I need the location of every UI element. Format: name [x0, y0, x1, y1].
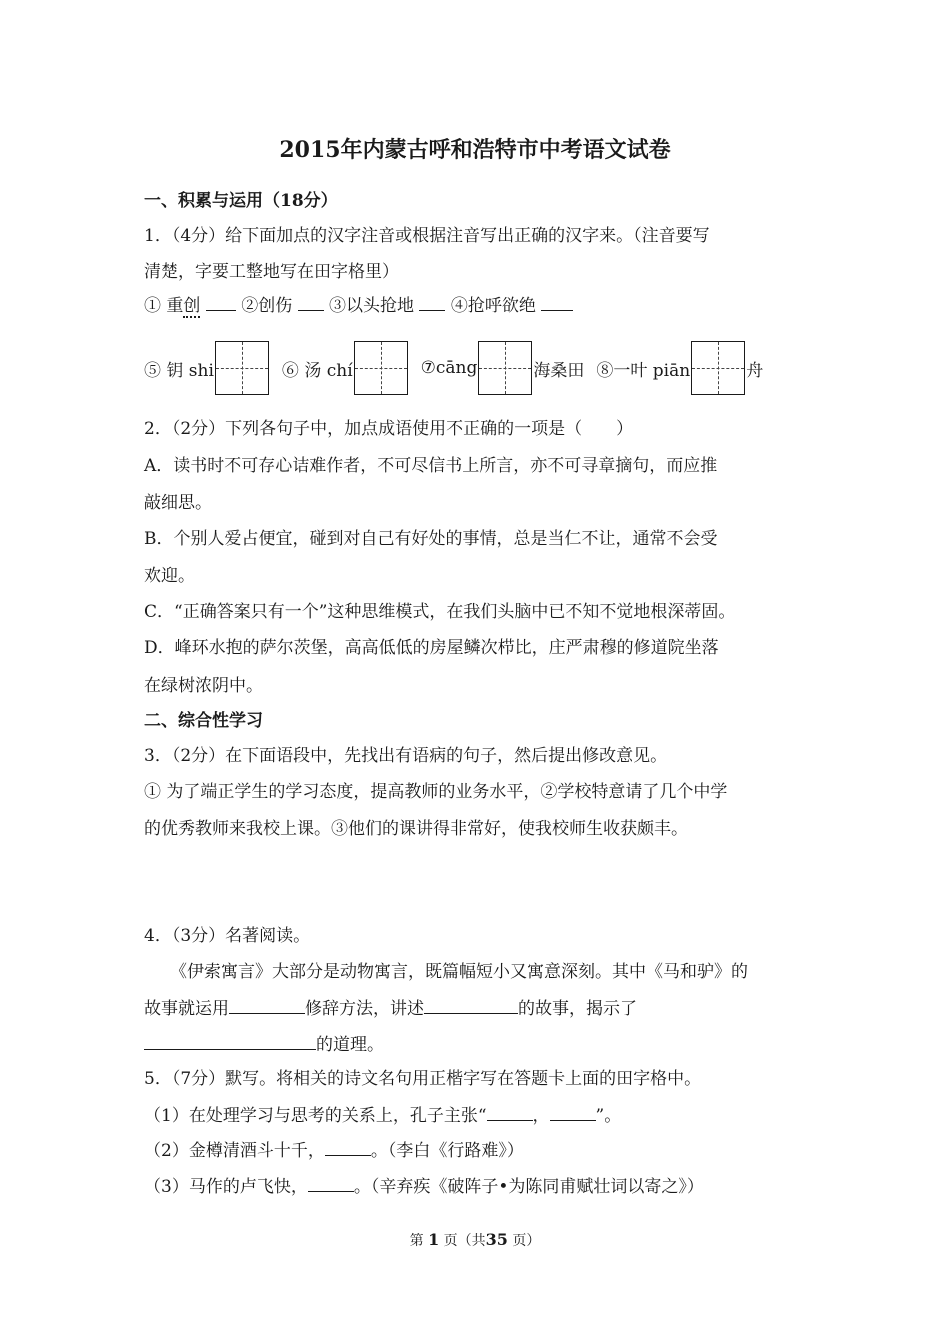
- tianzige-box-6[interactable]: [354, 341, 408, 395]
- footer-pre: 第: [409, 1233, 424, 1249]
- footer-total-pages: 35: [485, 1230, 508, 1249]
- q2-option-b-line1: B．个别人爱占便宜，碰到对自己有好处的事情，总是当仁不让，通常不会受: [144, 529, 718, 549]
- q4-text-d: 的道理。: [316, 1035, 384, 1055]
- q1-item2-label: ②创伤: [241, 296, 293, 316]
- q1-grid6-label: ⑥ 汤 chí: [281, 360, 353, 381]
- tianzige-box-8[interactable]: [691, 341, 745, 395]
- q5-sub2-text-a: （2）金樽清酒斗十千，: [144, 1141, 325, 1161]
- q4-text-b: 修辞方法，讲述: [305, 999, 424, 1019]
- q1-item4-answer-blank[interactable]: [541, 294, 573, 311]
- page-footer: [0, 1230, 950, 1250]
- q5-sub2-text-b: 。（李白《行路难》）: [370, 1141, 524, 1161]
- q2-option-b-line2: 欢迎。: [144, 566, 195, 586]
- q1-item1-answer-blank[interactable]: [206, 294, 236, 311]
- q5-sub1-text-c: ”。: [595, 1106, 622, 1126]
- q5-sub1: [144, 1104, 621, 1127]
- q5-sub3-blank[interactable]: [308, 1175, 354, 1192]
- q5-sub3-text-b: 。（辛弃疾《破阵子•为陈同甫赋壮词以寄之》）: [353, 1177, 704, 1197]
- q1-item3-answer-blank[interactable]: [419, 294, 445, 311]
- q4-stem: 4．（3分）名著阅读。: [144, 926, 311, 946]
- q1-item1-dotted-char: 创: [183, 296, 201, 316]
- tianzige-box-7[interactable]: [478, 341, 532, 395]
- q1-grid7-suffix: 海桑田: [533, 360, 585, 381]
- q1-grid-row: [144, 340, 763, 396]
- footer-post: 页）: [512, 1233, 541, 1249]
- footer-mid: 页（共: [443, 1233, 486, 1249]
- q1-item3-label: ③以头抢地: [329, 296, 415, 316]
- q1-item4-label: ④抢呼欲绝: [450, 296, 536, 316]
- q3-stem: 3．（2分）在下面语段中，先找出有语病的句子，然后提出修改意见。: [144, 746, 668, 766]
- q1-grid7-label: ⑦cāng: [420, 358, 478, 378]
- q1-grid8-suffix: 舟: [746, 360, 764, 381]
- section-heading-1: 一、积累与运用（18分）: [144, 191, 338, 211]
- q1-items-row: [144, 294, 573, 317]
- footer-page-number: 1: [428, 1230, 440, 1249]
- q3-passage-line1: ① 为了端正学生的学习态度，提高教师的业务水平，②学校特意请了几个中学: [144, 782, 728, 802]
- q1-grid8-label: ⑧一叶 piān: [596, 360, 691, 381]
- page-title: 2015年内蒙古呼和浩特市中考语文试卷: [279, 137, 671, 163]
- q5-sub2-blank[interactable]: [325, 1139, 371, 1156]
- q3-passage-line2: 的优秀教师来我校上课。③他们的课讲得非常好，使我校师生收获颇丰。: [144, 819, 688, 839]
- q4-passage-line3: [144, 1033, 384, 1056]
- q4-blank-rhetoric[interactable]: [229, 997, 305, 1014]
- q5-sub1-text-b: ，: [532, 1106, 550, 1126]
- q2-option-d-line1: D．峰环水抱的萨尔茨堡，高高低低的房屋鳞次栉比，庄严肃穆的修道院坐落: [144, 638, 719, 658]
- q5-sub1-text-a: （1）在处理学习与思考的关系上，孔子主张“: [144, 1106, 487, 1126]
- q2-option-c-line1: C．“正确答案只有一个”这种思维模式，在我们头脑中已不知不觉地根深蒂固。: [144, 602, 736, 622]
- q2-option-a-line2: 敲细思。: [144, 493, 212, 513]
- q2-stem: 2．（2分）下列各句子中，加点成语使用不正确的一项是（ ）: [144, 419, 634, 439]
- section-heading-2: 二、综合性学习: [144, 711, 263, 731]
- q1-item1-label: ① 重: [144, 296, 184, 316]
- q1-item2-answer-blank[interactable]: [298, 294, 324, 311]
- q2-option-a-line1: A．读书时不可存心诘难作者，不可尽信书上所言，亦不可寻章摘句，而应推: [144, 456, 718, 476]
- q4-blank-moral[interactable]: [144, 1033, 316, 1050]
- q4-passage-line1: 《伊索寓言》大部分是动物寓言，既篇幅短小又寓意深刻。其中《马和驴》的: [170, 962, 748, 982]
- q5-sub3: [144, 1175, 704, 1198]
- q1-stem-line1: 1．（4分）给下面加点的汉字注音或根据注音写出正确的汉字来。（注音要写: [144, 226, 710, 246]
- q4-text-c: 的故事，揭示了: [518, 999, 637, 1019]
- q5-stem: 5．（7分）默写。将相关的诗文名句用正楷字写在答题卡上面的田字格中。: [144, 1069, 702, 1089]
- q4-text-a: 故事就运用: [144, 999, 229, 1019]
- q4-passage-line2: [144, 997, 637, 1020]
- q5-sub1-blank2[interactable]: [550, 1104, 596, 1121]
- q1-grid5-label: ⑤ 钥 shi: [144, 360, 214, 381]
- q4-blank-story[interactable]: [424, 997, 518, 1014]
- q5-sub3-text-a: （3）马作的卢飞快，: [144, 1177, 308, 1197]
- q2-option-d-line2: 在绿树浓阴中。: [144, 676, 263, 696]
- q5-sub1-blank1[interactable]: [487, 1104, 533, 1121]
- tianzige-box-5[interactable]: [215, 341, 269, 395]
- q1-stem-line2: 清楚，字要工整地写在田字格里）: [144, 262, 399, 282]
- q5-sub2: [144, 1139, 524, 1162]
